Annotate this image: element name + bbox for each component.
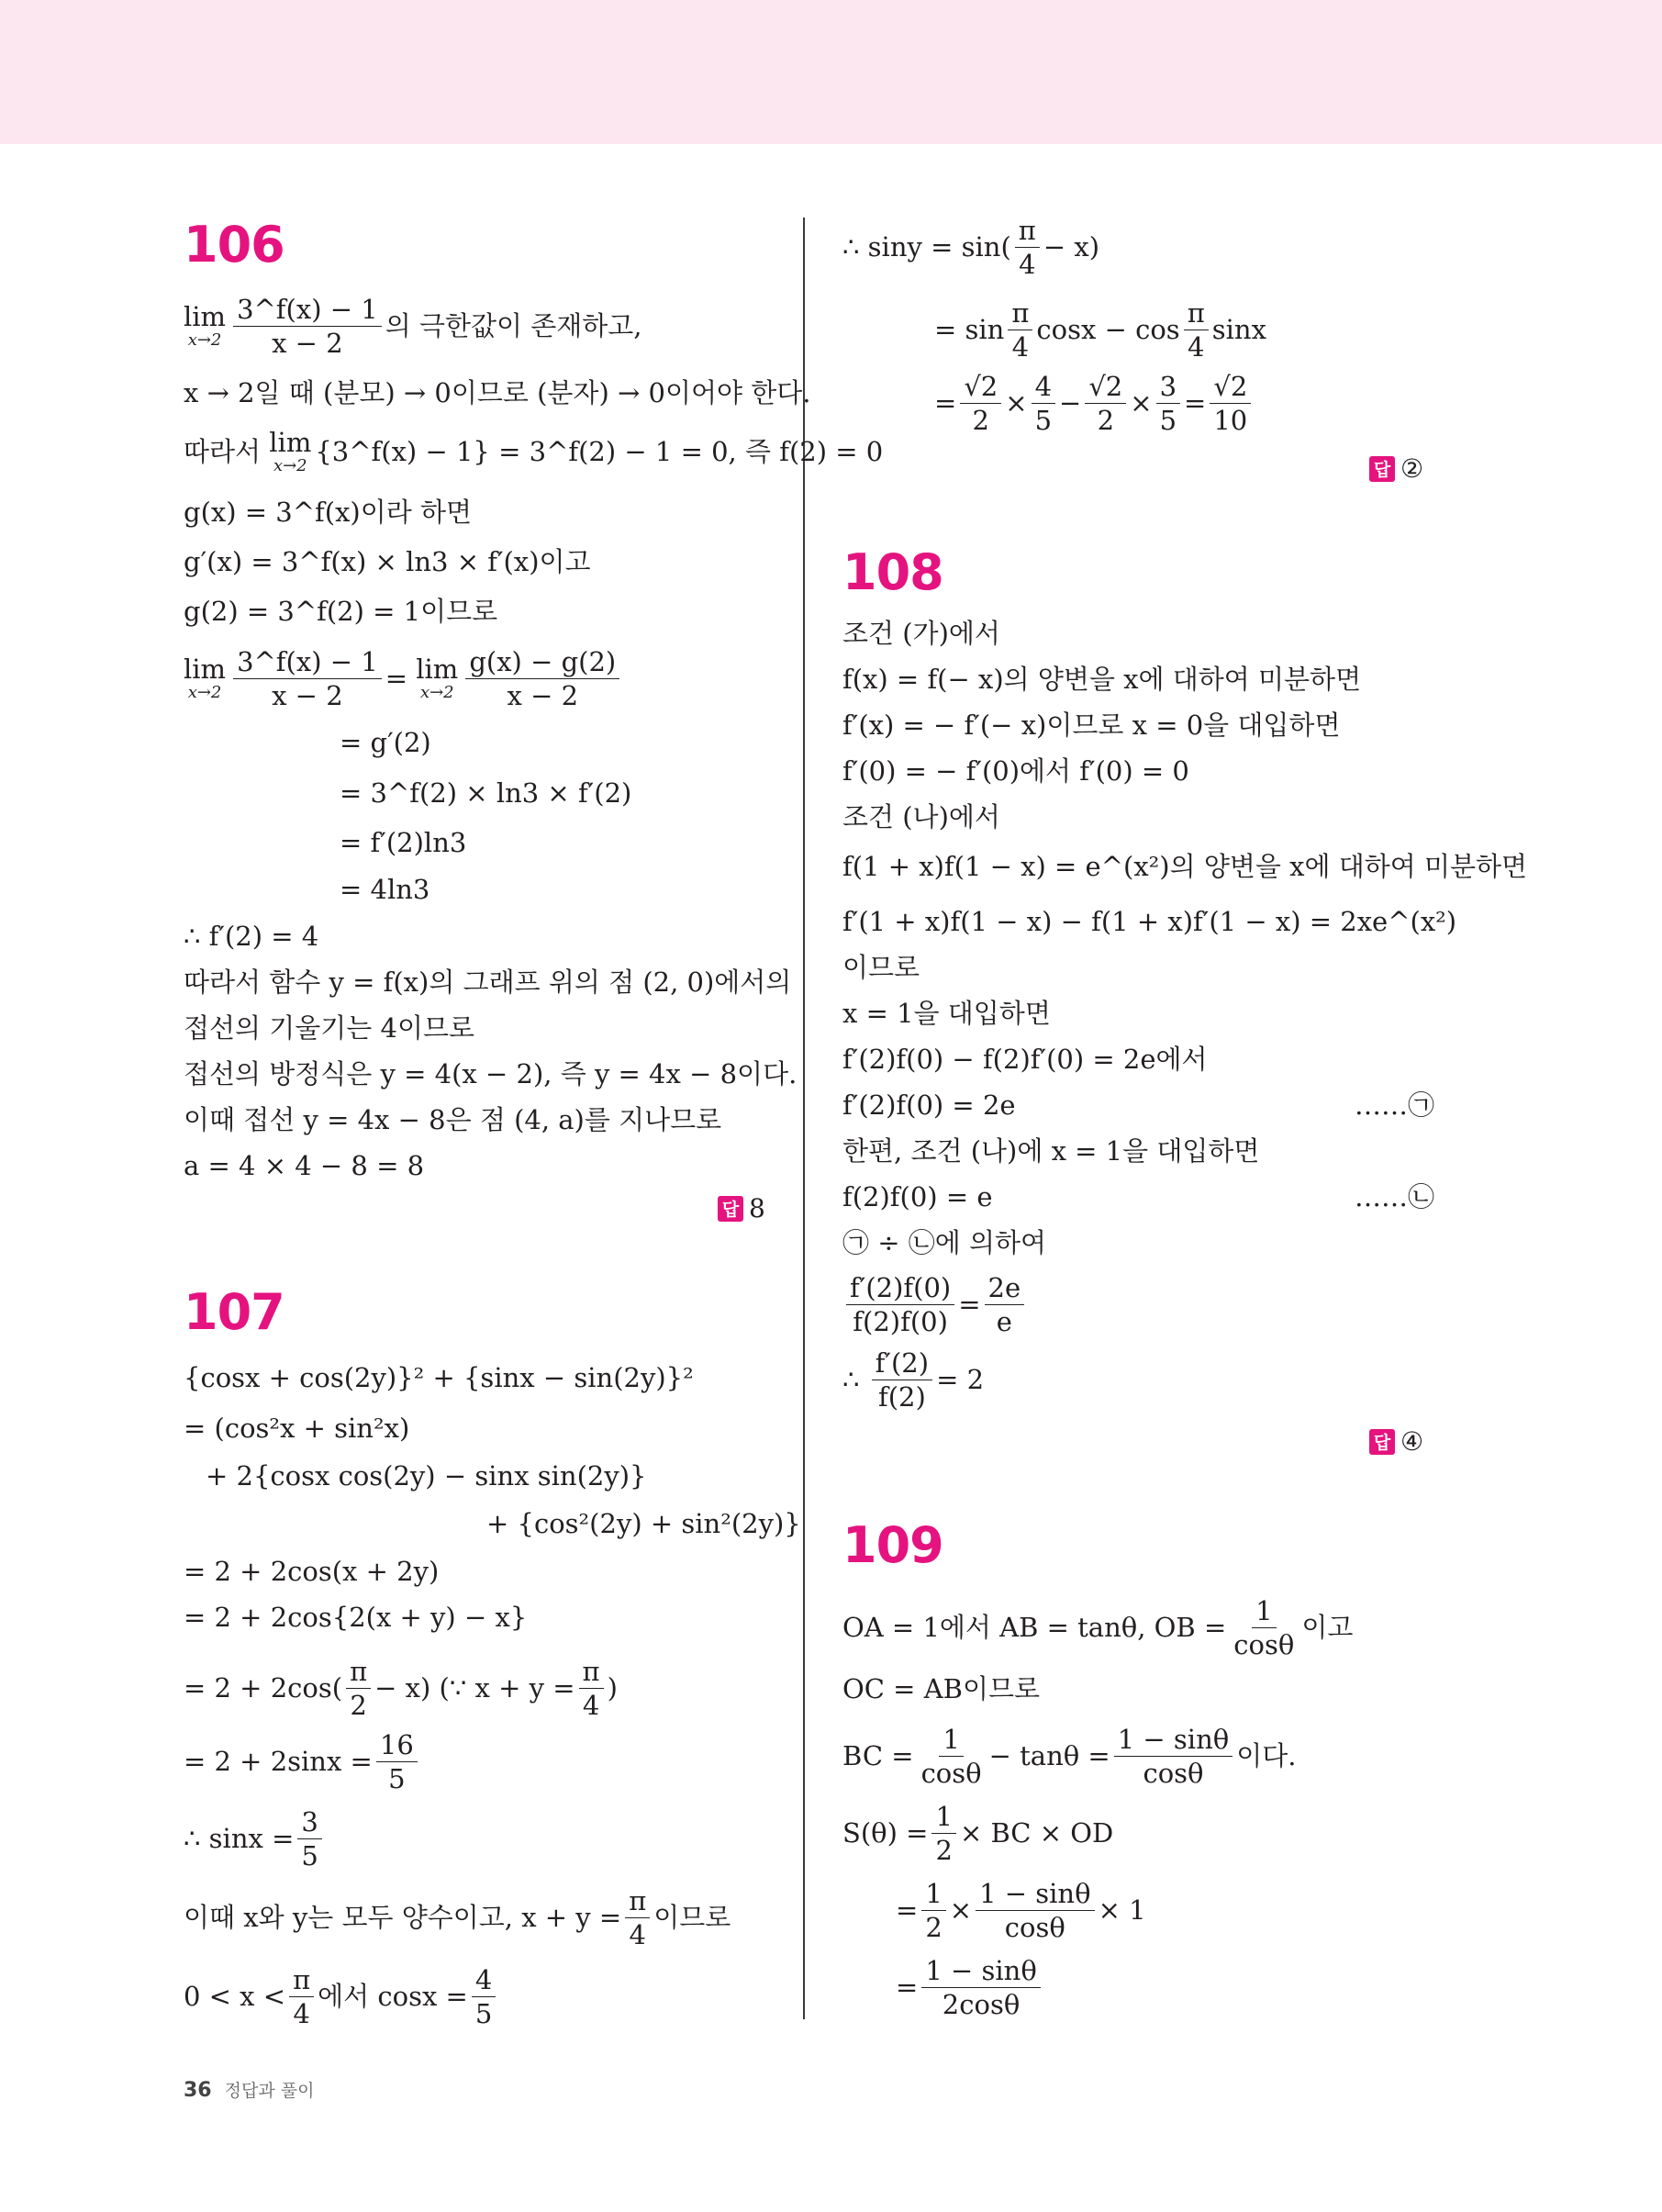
- p107-line-8: [184, 1731, 421, 1793]
- p106-line-1: [184, 296, 642, 358]
- numerator: π: [1184, 299, 1209, 330]
- fraction: [1015, 217, 1040, 279]
- text: ∴ siny = sin(: [842, 231, 1011, 263]
- text: 의 극한값이 존재하고,: [385, 310, 642, 342]
- p108-line-2: f(x) = f(− x)의 양변을 x에 대하여 미분하면: [842, 664, 1362, 695]
- numerator: π: [1015, 217, 1040, 248]
- denominator: e: [996, 1306, 1012, 1338]
- text: × BC × OD: [959, 1817, 1114, 1849]
- text: = sin: [934, 314, 1005, 346]
- p109-line-1: [842, 1597, 1353, 1659]
- fraction: [872, 1349, 932, 1412]
- equals: =: [958, 1289, 981, 1321]
- limit-notation: [184, 656, 226, 701]
- p106-line-15: 접선의 방정식은 y = 4(x − 2), 즉 y = 4x − 8이다.: [184, 1058, 798, 1089]
- numerator: 1: [921, 1880, 945, 1911]
- text: 이고: [1301, 1612, 1354, 1644]
- answer-108: [1369, 1426, 1423, 1457]
- times-sign: ×: [949, 1894, 973, 1927]
- p106-line-14: 접선의 기울기는 4이므로: [184, 1012, 475, 1044]
- fraction: [1210, 373, 1251, 435]
- fraction: [921, 1880, 945, 1942]
- fraction: [376, 1731, 418, 1793]
- numerator: 3: [1156, 373, 1180, 404]
- numerator: 3^f(x) − 1: [233, 648, 382, 679]
- numerator: g(x) − g(2): [465, 648, 619, 679]
- p107-cont-line-2: [934, 299, 1266, 362]
- p107-line-9: [184, 1808, 326, 1871]
- p106-line-7: [184, 648, 623, 710]
- denominator: 2: [972, 405, 989, 437]
- denominator: 2: [935, 1835, 953, 1867]
- denominator: 5: [1159, 405, 1177, 437]
- numerator: 1 − sinθ: [1114, 1726, 1233, 1757]
- footer-title: 정답과 풀이: [224, 2081, 315, 2101]
- limit-notation: [416, 656, 458, 701]
- text: 0 < x <: [184, 1981, 286, 2013]
- numerator: 1: [931, 1803, 955, 1834]
- p106-line-4: g(x) = 3^f(x)이라 하면: [184, 497, 473, 528]
- text: ∴ sinx =: [184, 1823, 295, 1855]
- p108-line-9: x = 1을 대입하면: [842, 998, 1051, 1029]
- p107-line-4: + {cos²(2y) + sin²(2y)}: [486, 1508, 801, 1539]
- page-number: 36: [184, 2079, 212, 2102]
- p106-line-3: [184, 427, 884, 475]
- p106-line-13: 따라서 함수 y = f(x)의 그래프 위의 점 (2, 0)에서의: [184, 966, 792, 998]
- p107-line-10: [184, 1887, 731, 1949]
- numerator: π: [1008, 299, 1032, 330]
- numerator: √2: [1210, 373, 1251, 404]
- text: S(θ) =: [842, 1817, 929, 1849]
- p109-line-5: [896, 1880, 1146, 1942]
- p107-cont-line-1: [842, 217, 1099, 279]
- p108-mark-1: ……㉠: [1355, 1089, 1435, 1121]
- p106-line-11: = 4ln3: [340, 874, 430, 905]
- denominator: 5: [1034, 405, 1053, 437]
- numerator: f′(2): [872, 1349, 932, 1380]
- minus-sign: −: [1059, 387, 1082, 419]
- fraction: [1184, 299, 1209, 362]
- text: × 1: [1098, 1894, 1146, 1927]
- fraction: [289, 1966, 314, 2028]
- top-header-band: [0, 0, 1662, 144]
- p106-line-16: 이때 접선 y = 4x − 8은 점 (4, a)를 지나므로: [184, 1104, 722, 1135]
- equals: =: [934, 387, 957, 419]
- p109-line-2: OC = AB이므로: [842, 1673, 1040, 1704]
- fraction: [846, 1274, 954, 1336]
- p107-line-6: = 2 + 2cos{2(x + y) − x}: [184, 1602, 528, 1633]
- numerator: π: [346, 1658, 371, 1689]
- text: BC =: [842, 1740, 914, 1772]
- numerator: 3: [297, 1808, 321, 1839]
- limit-notation: [184, 301, 227, 351]
- fraction: [1032, 373, 1055, 435]
- numerator: 3^f(x) − 1: [233, 296, 382, 327]
- denominator: 2: [1097, 405, 1115, 437]
- p107-line-3: + 2{cosx cos(2y) − sinx sin(2y)}: [206, 1460, 647, 1491]
- text: 이므로: [653, 1902, 731, 1934]
- text: {3^f(x) − 1} = 3^f(2) − 1 = 0, 즉 f(2) = 0: [315, 436, 884, 467]
- denominator: cosθ: [1143, 1758, 1204, 1790]
- answer-value: 8: [749, 1193, 765, 1223]
- p108-line-10: f′(2)f(0) − f(2)f′(0) = 2e에서: [842, 1044, 1208, 1075]
- answer-badge: 답: [718, 1196, 743, 1222]
- fraction: [579, 1658, 604, 1720]
- denominator: f(2)f(0): [853, 1306, 948, 1338]
- numerator: 1: [1252, 1597, 1276, 1628]
- text: ): [607, 1672, 618, 1704]
- answer-value: ②: [1400, 453, 1424, 484]
- numerator: 2e: [985, 1274, 1025, 1305]
- fraction: [465, 648, 619, 710]
- p107-line-7: [184, 1658, 618, 1720]
- p106-line-6: g(2) = 3^f(2) = 1이므로: [184, 596, 498, 627]
- p108-line-8: 이므로: [842, 952, 920, 983]
- numerator: f′(2)f(0): [846, 1274, 954, 1305]
- fraction: [233, 296, 382, 358]
- denominator: 10: [1213, 405, 1248, 437]
- lim-word: lim: [269, 427, 312, 458]
- p108-line-7: f′(1 + x)f(1 − x) − f(1 + x)f′(1 − x) = 2xe^(x²): [842, 906, 1457, 937]
- numerator: π: [625, 1887, 650, 1918]
- lim-word: lim: [416, 654, 459, 686]
- numerator: π: [579, 1658, 604, 1689]
- text: − tanθ =: [988, 1740, 1110, 1772]
- text: 에서 cosx =: [318, 1981, 468, 2013]
- problem-number-108: 108: [842, 543, 943, 601]
- denominator: f(2): [877, 1381, 926, 1413]
- p106-line-17: a = 4 × 4 − 8 = 8: [184, 1150, 425, 1181]
- problem-number-106: 106: [184, 216, 284, 274]
- fraction: [976, 1880, 1094, 1942]
- p106-line-10: = f′(2)ln3: [340, 827, 467, 858]
- text: OA = 1에서 AB = tanθ, OB =: [842, 1612, 1227, 1644]
- p109-line-3: [842, 1726, 1296, 1788]
- text: − x) (∵ x + y =: [374, 1672, 575, 1704]
- numerator: 16: [376, 1731, 418, 1762]
- numerator: 4: [1032, 373, 1055, 404]
- p108-mark-2: ……㉡: [1355, 1181, 1435, 1212]
- problem-number-109: 109: [842, 1516, 943, 1574]
- times-sign: ×: [1005, 387, 1028, 419]
- p108-line-5: 조건 (나)에서: [842, 801, 1000, 832]
- text: sinx: [1211, 314, 1266, 346]
- denominator: 4: [629, 1919, 646, 1951]
- numerator: 1: [939, 1726, 963, 1757]
- answer-106: [718, 1193, 765, 1223]
- p108-line-3: f′(x) = − f′(− x)이므로 x = 0을 대입하면: [842, 709, 1341, 741]
- denominator: 5: [301, 1840, 318, 1872]
- p108-line-4: f′(0) = − f′(0)에서 f′(0) = 0: [842, 755, 1189, 787]
- lim-sub: x→2: [273, 456, 307, 475]
- answer-badge: 답: [1369, 1429, 1395, 1455]
- equals: =: [385, 663, 408, 695]
- denominator: 2: [350, 1690, 367, 1722]
- fraction: [472, 1966, 496, 2028]
- denominator: 5: [474, 1998, 493, 2030]
- fraction: [625, 1887, 650, 1949]
- text: cosx − cos: [1036, 314, 1180, 346]
- denominator: 4: [1011, 331, 1030, 363]
- numerator: 1 − sinθ: [976, 1880, 1094, 1911]
- denominator: 4: [582, 1690, 600, 1722]
- fraction: [297, 1808, 321, 1871]
- lim-sub: x→2: [187, 683, 222, 703]
- page-footer: [184, 2077, 314, 2102]
- fraction: [233, 648, 382, 710]
- text: = 2: [936, 1364, 985, 1396]
- answer-value: ④: [1400, 1426, 1424, 1457]
- fraction: [346, 1658, 371, 1720]
- denominator: 4: [1187, 331, 1205, 363]
- limit-notation: [269, 427, 312, 475]
- p108-line-16: [842, 1349, 984, 1412]
- fraction: [918, 1726, 986, 1788]
- numerator: √2: [960, 373, 1001, 404]
- p107-line-2: = (cos²x + sin²x): [184, 1413, 410, 1444]
- p108-line-15: [842, 1274, 1028, 1336]
- answer-107: [1369, 453, 1423, 484]
- text: 이다.: [1236, 1740, 1297, 1772]
- fraction: [960, 373, 1001, 435]
- fraction: [1085, 373, 1126, 435]
- p108-line-13: f(2)f(0) = e: [842, 1181, 993, 1212]
- numerator: 1 − sinθ: [921, 1957, 1040, 1988]
- fraction: [921, 1957, 1040, 2019]
- p107-cont-line-3: [934, 373, 1255, 435]
- denominator: cosθ: [1004, 1912, 1065, 1944]
- p108-line-12: 한편, 조건 (나)에 x = 1을 대입하면: [842, 1135, 1260, 1167]
- lim-sub: x→2: [419, 683, 454, 703]
- text: = 2 + 2cos(: [184, 1672, 343, 1704]
- p106-line-5: g′(x) = 3^f(x) × ln3 × f′(x)이고: [184, 546, 591, 577]
- p107-line-11: [184, 1966, 499, 2028]
- lim-sub: x→2: [187, 330, 222, 351]
- denominator: 4: [293, 1998, 310, 2030]
- p107-line-1: {cosx + cos(2y)}² + {sinx − sin(2y)}²: [184, 1362, 694, 1393]
- p108-line-11: f′(2)f(0) = 2e: [842, 1089, 1016, 1121]
- text: 이때 x와 y는 모두 양수이고, x + y =: [184, 1902, 622, 1934]
- denominator: 2: [925, 1912, 943, 1944]
- problem-number-107: 107: [184, 1283, 284, 1341]
- p106-line-9: = 3^f(2) × ln3 × f′(2): [340, 777, 632, 809]
- denominator: cosθ: [920, 1758, 982, 1790]
- lim-word: lim: [184, 301, 227, 333]
- fraction: [1008, 299, 1032, 362]
- times-sign: ×: [1130, 387, 1153, 419]
- text: ∴: [842, 1364, 860, 1396]
- fraction: [985, 1274, 1025, 1336]
- text: = 2 + 2sinx =: [184, 1746, 373, 1778]
- fraction: [1156, 373, 1180, 435]
- p106-line-2: x → 2일 때 (분모) → 0이므로 (분자) → 0이어야 한다.: [184, 377, 811, 408]
- p108-line-14: ㉠ ÷ ㉡에 의하여: [842, 1227, 1047, 1258]
- p106-line-8: = g′(2): [340, 727, 431, 758]
- text: 따라서: [184, 436, 262, 467]
- fraction: [1230, 1597, 1298, 1659]
- p109-line-4: [842, 1803, 1113, 1865]
- denominator: x − 2: [272, 680, 343, 712]
- denominator: 2cosθ: [942, 1989, 1021, 2021]
- fraction: [1114, 1726, 1233, 1788]
- equals: =: [896, 1894, 919, 1927]
- numerator: 4: [472, 1966, 496, 1997]
- column-divider: [803, 218, 805, 2019]
- lim-word: lim: [184, 654, 227, 686]
- answer-badge: 답: [1369, 456, 1395, 482]
- denominator: x − 2: [507, 680, 579, 712]
- p107-line-5: = 2 + 2cos(x + 2y): [184, 1556, 440, 1587]
- p108-line-6: f(1 + x)f(1 − x) = e^(x²)의 양변을 x에 대하여 미분하면: [842, 851, 1528, 882]
- p109-line-6: [896, 1957, 1044, 2019]
- equals: =: [1184, 387, 1207, 419]
- text: − x): [1043, 231, 1100, 263]
- denominator: 4: [1019, 249, 1036, 281]
- equals: =: [896, 1972, 919, 2004]
- denominator: x − 2: [272, 328, 343, 360]
- denominator: 5: [388, 1763, 406, 1795]
- fraction: [931, 1803, 955, 1865]
- p108-line-1: 조건 (가)에서: [842, 618, 1000, 649]
- p106-line-12: ∴ f′(2) = 4: [184, 921, 319, 952]
- numerator: √2: [1085, 373, 1126, 404]
- numerator: π: [289, 1966, 314, 1997]
- denominator: cosθ: [1233, 1629, 1295, 1661]
